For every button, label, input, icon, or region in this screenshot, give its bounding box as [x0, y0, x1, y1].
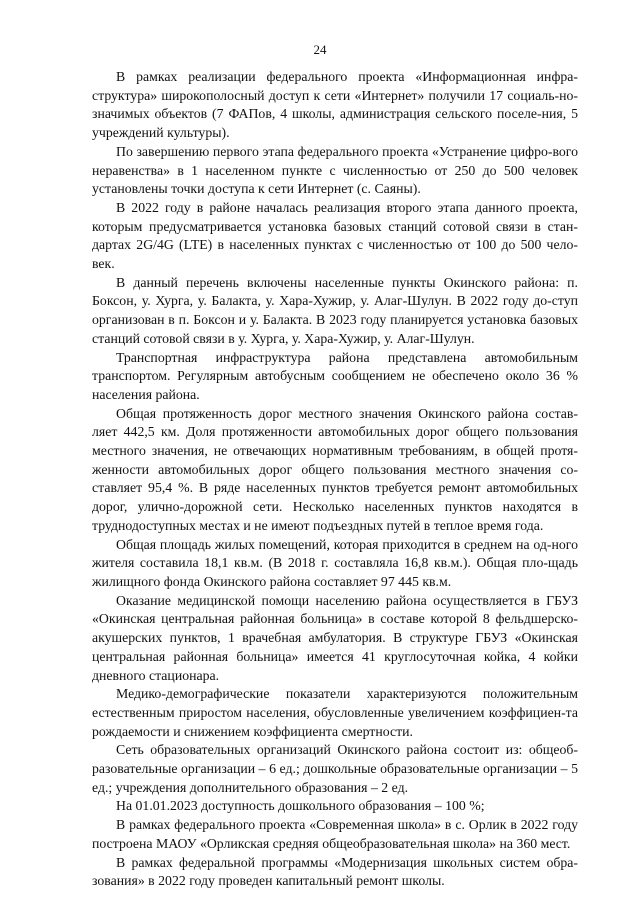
paragraph-modern-school: В рамках федерального проекта «Современная школа» в с. Орлик в 2022 году построена МАОУ «Орликская средняя общеобразовательная школа» на 360 мест. — [92, 817, 578, 851]
paragraph-demography: Медико-демографические показатели характеризуются положительным естественным приростом населения, обусловленные увеличением коэффициен-та рождаемости и снижением коэффициента смертности. — [92, 686, 578, 739]
paragraph-school-modernization: В рамках федеральной программы «Модернизация школьных систем обра-зования» в 2022 году проведен капитальный ремонт школы. — [92, 854, 578, 889]
paragraph-healthcare: Оказание медицинской помощи населению района осуществляется в ГБУЗ «Окинская центральная районная больница» в составе которой 8 фельдшерско-акушерских пунктов, 1 врачебная амбулатория. В структуре ГБУЗ «Окинская центральная районная больница» имеется 41 круглосуточная койка, 4 койки дневного стационара. — [92, 592, 578, 683]
paragraph-cellular-stations: В 2022 году в районе началась реализация второго этапа данного проекта, которым предусматривается установка базовых станций сотовой связи в стан-дартах 2G/4G (LTE) в населенных пунктах с численностью от 100 до 500 чело-век. — [92, 199, 578, 272]
paragraph-preschool-access: На 01.01.2023 доступность дошкольного образования – 100 %; — [116, 798, 485, 814]
paragraph-transport: Транспортная инфраструктура района представлена автомобильным транспортом. Регулярным автобусным сообщением не обеспечено около 36 % населения района. — [92, 349, 578, 402]
paragraph-information-infrastructure: В рамках реализации федерального проекта «Информационная инфра-структура» широкополосный доступ к сети «Интернет» получили 17 социаль-но-значимых объектов (7 ФАПов, 4 школы, администрация сельского поселе-ния, 5 учреждений культуры). — [92, 69, 578, 141]
document-body — [92, 68, 578, 891]
paragraph-digital-inequality: По завершению первого этапа федерального проекта «Устранение цифро-вого неравенства» в 1 населенном пункте с численностью от 250 до 500 человек установлены точки доступа к сети Интернет (с. Саяны). — [92, 143, 578, 197]
paragraph-housing: Общая площадь жилых помещений, которая приходится в среднем на од-ного жителя составила 18,1 кв.м. (В 2018 г. составляла 16,8 кв.м.). Общая пло-щадь жилищного фонда Окинского района составляет 97 445 кв.м. — [92, 536, 578, 589]
paragraph-roads: Общая протяженность дорог местного значения Окинского района состав-ляет 442,5 км. Доля протяженности автомобильных дорог общего пользования местного значения, не отвечающих нормативным требованиям, в общей протя-женности автомобильных дорог общего пользования местного значения со-ставляет 95,4 %. В ряде населенных пунктов требуется ремонт автомобильных дорог, улично-дорожной сети. Несколько населенных пунктов находятся в труднодоступных местах и не имеют подъездных путей в теплое время года. — [92, 405, 578, 533]
paragraph-settlement-list: В данный перечень включены населенные пункты Окинского района: п. Боксон, у. Хурга, у. Балакта, у. Хара-Хужир, у. Алаг-Шулун. В 2022 году до-ступ организован в п. Боксон и у. Балакта. В 2023 году планируется установка базовых станций сотовой связи в у. Хурга, у. Хара-Хужир, у. Алаг-Шулун. — [92, 274, 578, 346]
page-number: 24 — [313, 42, 327, 57]
paragraph-education-network: Сеть образовательных организаций Окинского района состоит из: общеоб-разовательные организации – 6 ед.; дошкольные образовательные организации – 5 ед.; учреждения дополнительного образования – 2 ед. — [92, 742, 578, 795]
